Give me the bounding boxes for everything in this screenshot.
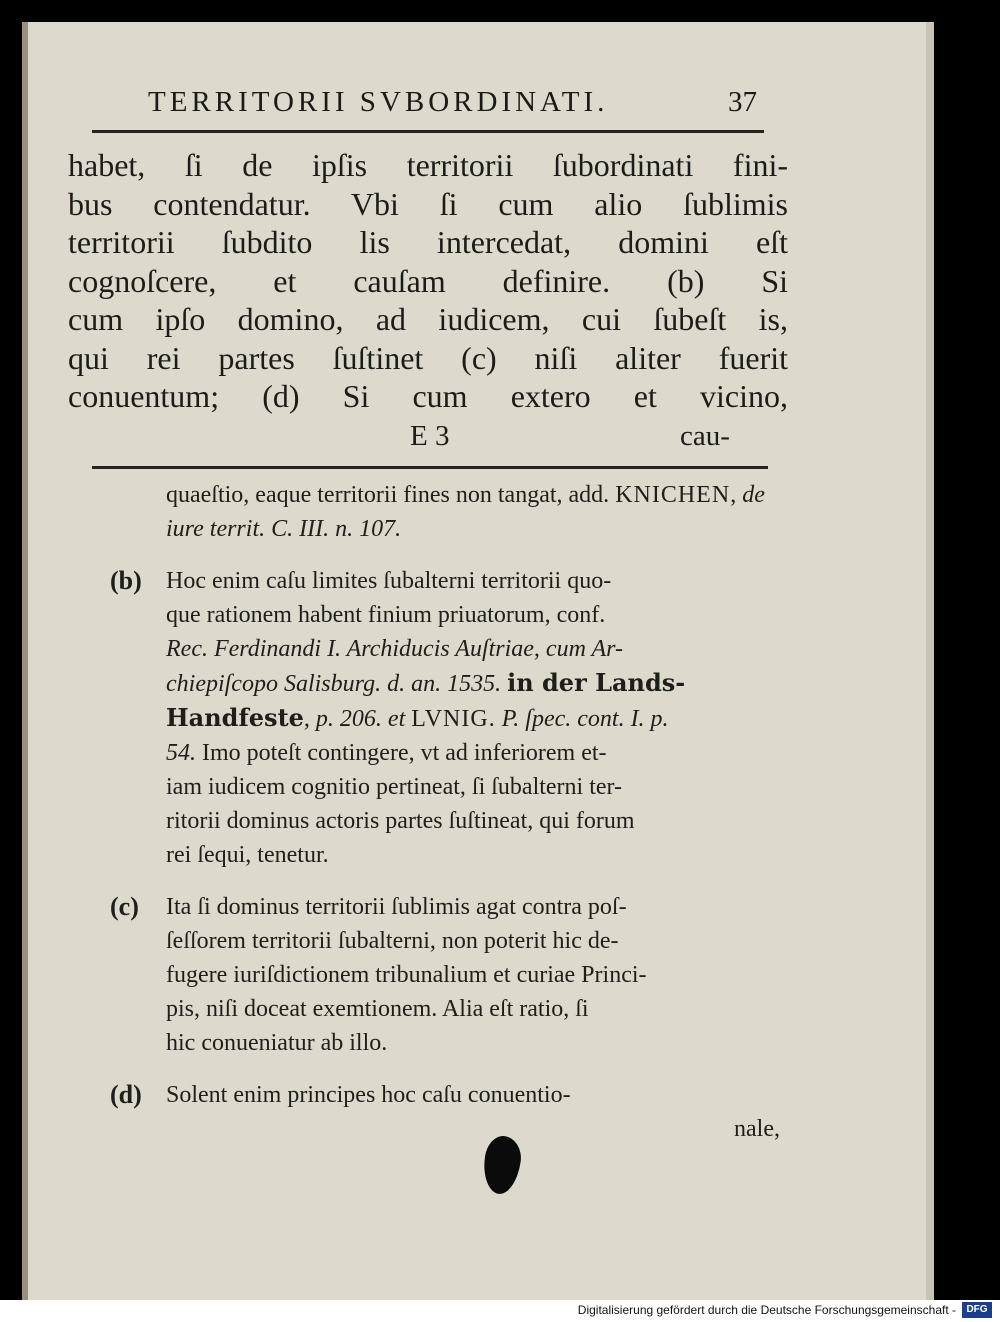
author-name: KNICHEN <box>615 482 731 508</box>
funding-credit: Digitalisierung gefördert durch die Deutsche Forschungsgemeinschaft - <box>577 1303 956 1317</box>
main-line: bus contendatur. Vbi ſi cum alio ſublimis <box>68 185 788 222</box>
fraktur-text: in der Lands- <box>507 668 686 697</box>
header-rule <box>92 130 764 133</box>
footnote-line: Ita ſi dominus territorii ſublimis agat contra poſ- <box>166 894 627 920</box>
body-text: Imo poteſt contingere, vt ad inferiorem et- <box>202 740 607 766</box>
footnote-mark: (d) <box>110 1080 142 1109</box>
signature-mark: E 3 <box>410 420 450 452</box>
main-text-block <box>68 146 788 416</box>
footnote-line: fugere iuriſdictionem tribunalium et curiae Princi- <box>166 962 647 988</box>
main-line: territorii ſubdito lis intercedat, domini eſt <box>68 224 788 260</box>
main-line: habet, ſi de ipſis territorii ſubordinati fini- <box>68 147 788 183</box>
catchword: cau- <box>680 420 730 452</box>
fraktur-text: Handfeste <box>166 703 304 732</box>
footnote-line: que rationem habent finium priuatorum, conf. <box>166 602 606 628</box>
footnote-line: pis, niſi doceat exemtionem. Alia eſt ratio, ſi <box>166 996 589 1022</box>
footnote-line: ritorii dominus actoris partes ſuſtineat, qui forum <box>166 808 635 834</box>
footnote-continuation <box>110 478 780 546</box>
footnote-line: Solent enim principes hoc caſu conuentio- <box>166 1082 571 1108</box>
footnote-line: iam iudicem cognitio pertineat, ſi ſubalterni ter- <box>166 774 623 800</box>
running-head: TERRITORII SVBORDINATI. <box>148 86 609 118</box>
main-line: cognoſcere, et cauſam definire. (b) Si <box>68 262 788 299</box>
citation-text: P. ſpec. cont. I. p. <box>501 706 669 732</box>
footnote-line <box>166 701 780 736</box>
footnote-d <box>110 1078 780 1146</box>
footnote-line <box>166 736 780 770</box>
footer-bar <box>0 1300 1000 1322</box>
page-edge <box>22 22 28 1300</box>
footnote-line <box>166 666 780 701</box>
footnote-line: nale, <box>734 1116 780 1142</box>
citation-text: de iure territ. C. III. n. 107. <box>166 482 765 542</box>
footnote-line: rei ſequi, tenetur. <box>166 842 329 868</box>
main-line: cum ipſo domino, ad iudicem, cui ſubeſt is, <box>68 301 788 337</box>
page-number: 37 <box>728 86 757 118</box>
footnote-line: hic conueniatur ab illo. <box>166 1030 388 1056</box>
main-line: conuentum; (d) Si cum extero et vicino, <box>68 378 788 414</box>
separator-text: , <box>730 482 743 508</box>
footnotes <box>110 478 780 1164</box>
footnote-line: Hoc enim caſu limites ſubalterni territorii quo- <box>166 568 612 594</box>
footnote-mark: (b) <box>110 566 142 595</box>
citation-text: 54. <box>166 740 196 766</box>
footnote-rule <box>92 466 768 469</box>
dfg-logo-icon: DFG <box>962 1302 992 1318</box>
citation-text: chiepiſcopo Salisburg. d. an. 1535. <box>166 671 502 697</box>
author-name: LVNIG. <box>411 706 496 732</box>
footnote-line: Rec. Ferdinandi I. Archiducis Auſtriae, cum Ar- <box>166 636 623 662</box>
footnote-c <box>110 890 780 1060</box>
footnote-b <box>110 564 780 872</box>
footnote-line: ſeſſorem territorii ſubalterni, non poterit hic de- <box>166 928 619 954</box>
footnote-line: quaeſtio, eaque territorii fines non tangat, add. <box>166 482 610 508</box>
footnote-mark: (c) <box>110 892 139 921</box>
main-line: qui rei partes ſuſtinet (c) niſi aliter fuerit <box>68 339 788 376</box>
citation-text: , p. 206. et <box>303 706 406 732</box>
